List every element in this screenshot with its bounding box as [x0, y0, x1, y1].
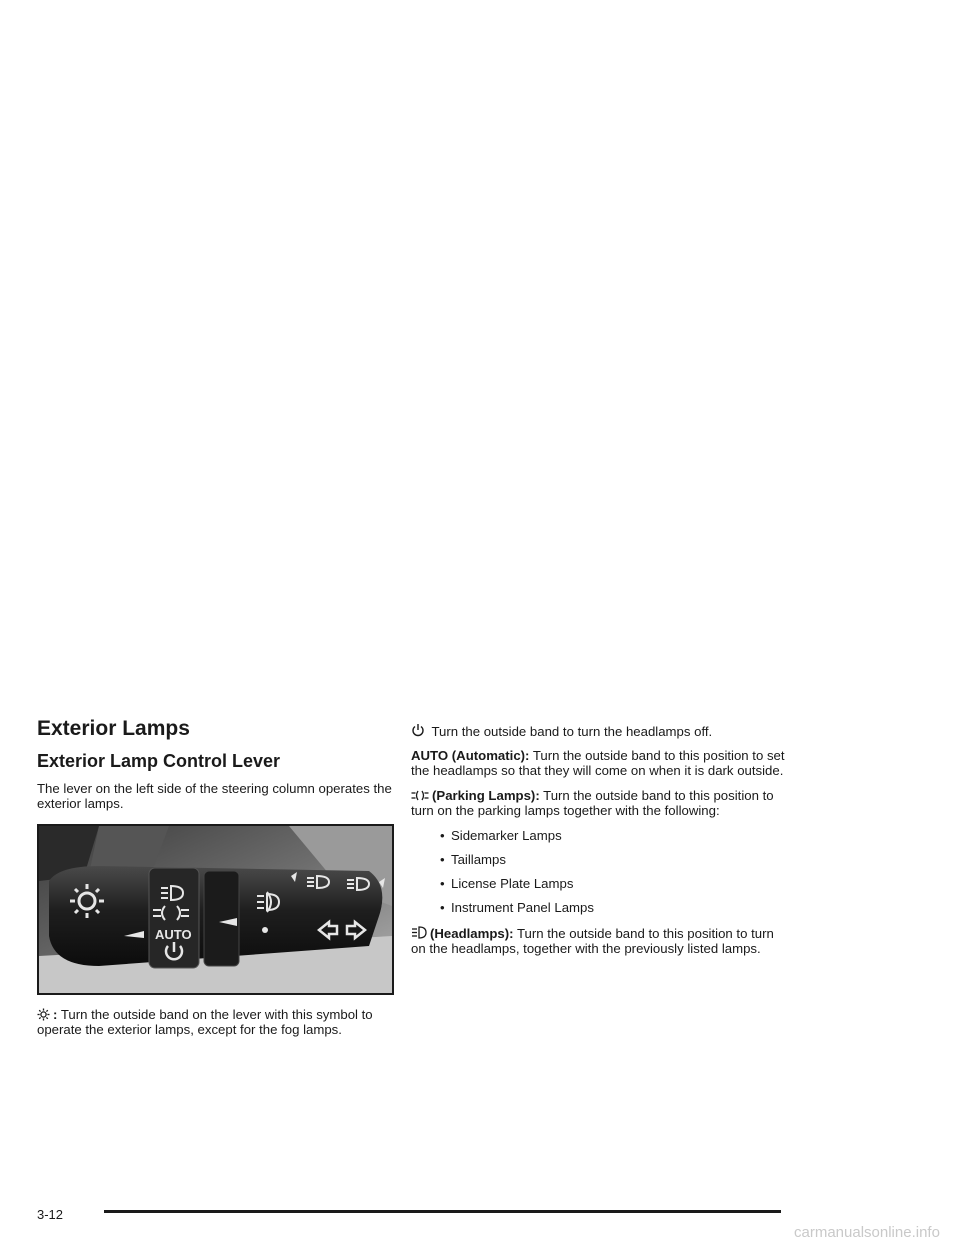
left-column: [37, 716, 397, 1047]
auto-photo-label: AUTO: [155, 927, 192, 942]
page-number: 3-12: [37, 1207, 64, 1222]
parking-lamps-list: [411, 828, 791, 915]
symbol-colon: :: [53, 1007, 58, 1022]
list-item: • License Plate Lamps: [440, 876, 574, 891]
section-subtitle: Exterior Lamp Control Lever: [37, 751, 281, 771]
exterior-symbol-paragraph: [37, 1007, 397, 1037]
exterior-symbol-text: Turn the outside band on the lever with this symbol to operate the exterior lamps, except for the fog lamps.: [37, 1007, 373, 1037]
headlamps-label: (Headlamps):: [430, 926, 514, 941]
headlamps-text: Turn the outside band to this position to turn on the headlamps, together with the previously listed lamps.: [411, 926, 774, 956]
parking-text: Turn the outside band to this position to turn on the parking lamps together with the following:: [411, 788, 774, 818]
auto-text: Turn the outside band to this position to set the headlamps so that they will come on when it is dark outside.: [411, 748, 785, 778]
lamp-lever-photo: [37, 824, 394, 995]
watermark: carmanualsonline.info: [794, 1224, 940, 1241]
auto-paragraph: [411, 748, 791, 778]
off-paragraph: [411, 723, 791, 739]
intro-paragraph: The lever on the left side of the steering column operates the exterior lamps.: [37, 781, 392, 811]
section-title: Exterior Lamps: [37, 717, 190, 740]
headlamp-symbol-icon: [411, 924, 427, 940]
off-symbol-icon: [411, 723, 425, 738]
list-item: • Instrument Panel Lamps: [440, 900, 594, 915]
bullet-icon: •: [440, 852, 445, 867]
bullet-icon: •: [440, 876, 445, 891]
auto-label: AUTO (Automatic):: [411, 748, 530, 763]
right-column: [411, 723, 791, 966]
parking-lamp-symbol-icon: [411, 789, 429, 802]
exterior-lamp-symbol-icon: [37, 1008, 50, 1021]
bullet-icon: •: [440, 900, 445, 915]
headlamps-paragraph: [411, 924, 791, 956]
parking-paragraph: [411, 788, 791, 818]
list-item: • Taillamps: [440, 852, 506, 867]
list-item: • Sidemarker Lamps: [440, 828, 562, 843]
bullet-icon: •: [440, 828, 445, 843]
footer-rule: [104, 1210, 781, 1213]
off-text: Turn the outside band to turn the headlamps off.: [431, 724, 713, 739]
parking-label: (Parking Lamps):: [432, 788, 540, 803]
